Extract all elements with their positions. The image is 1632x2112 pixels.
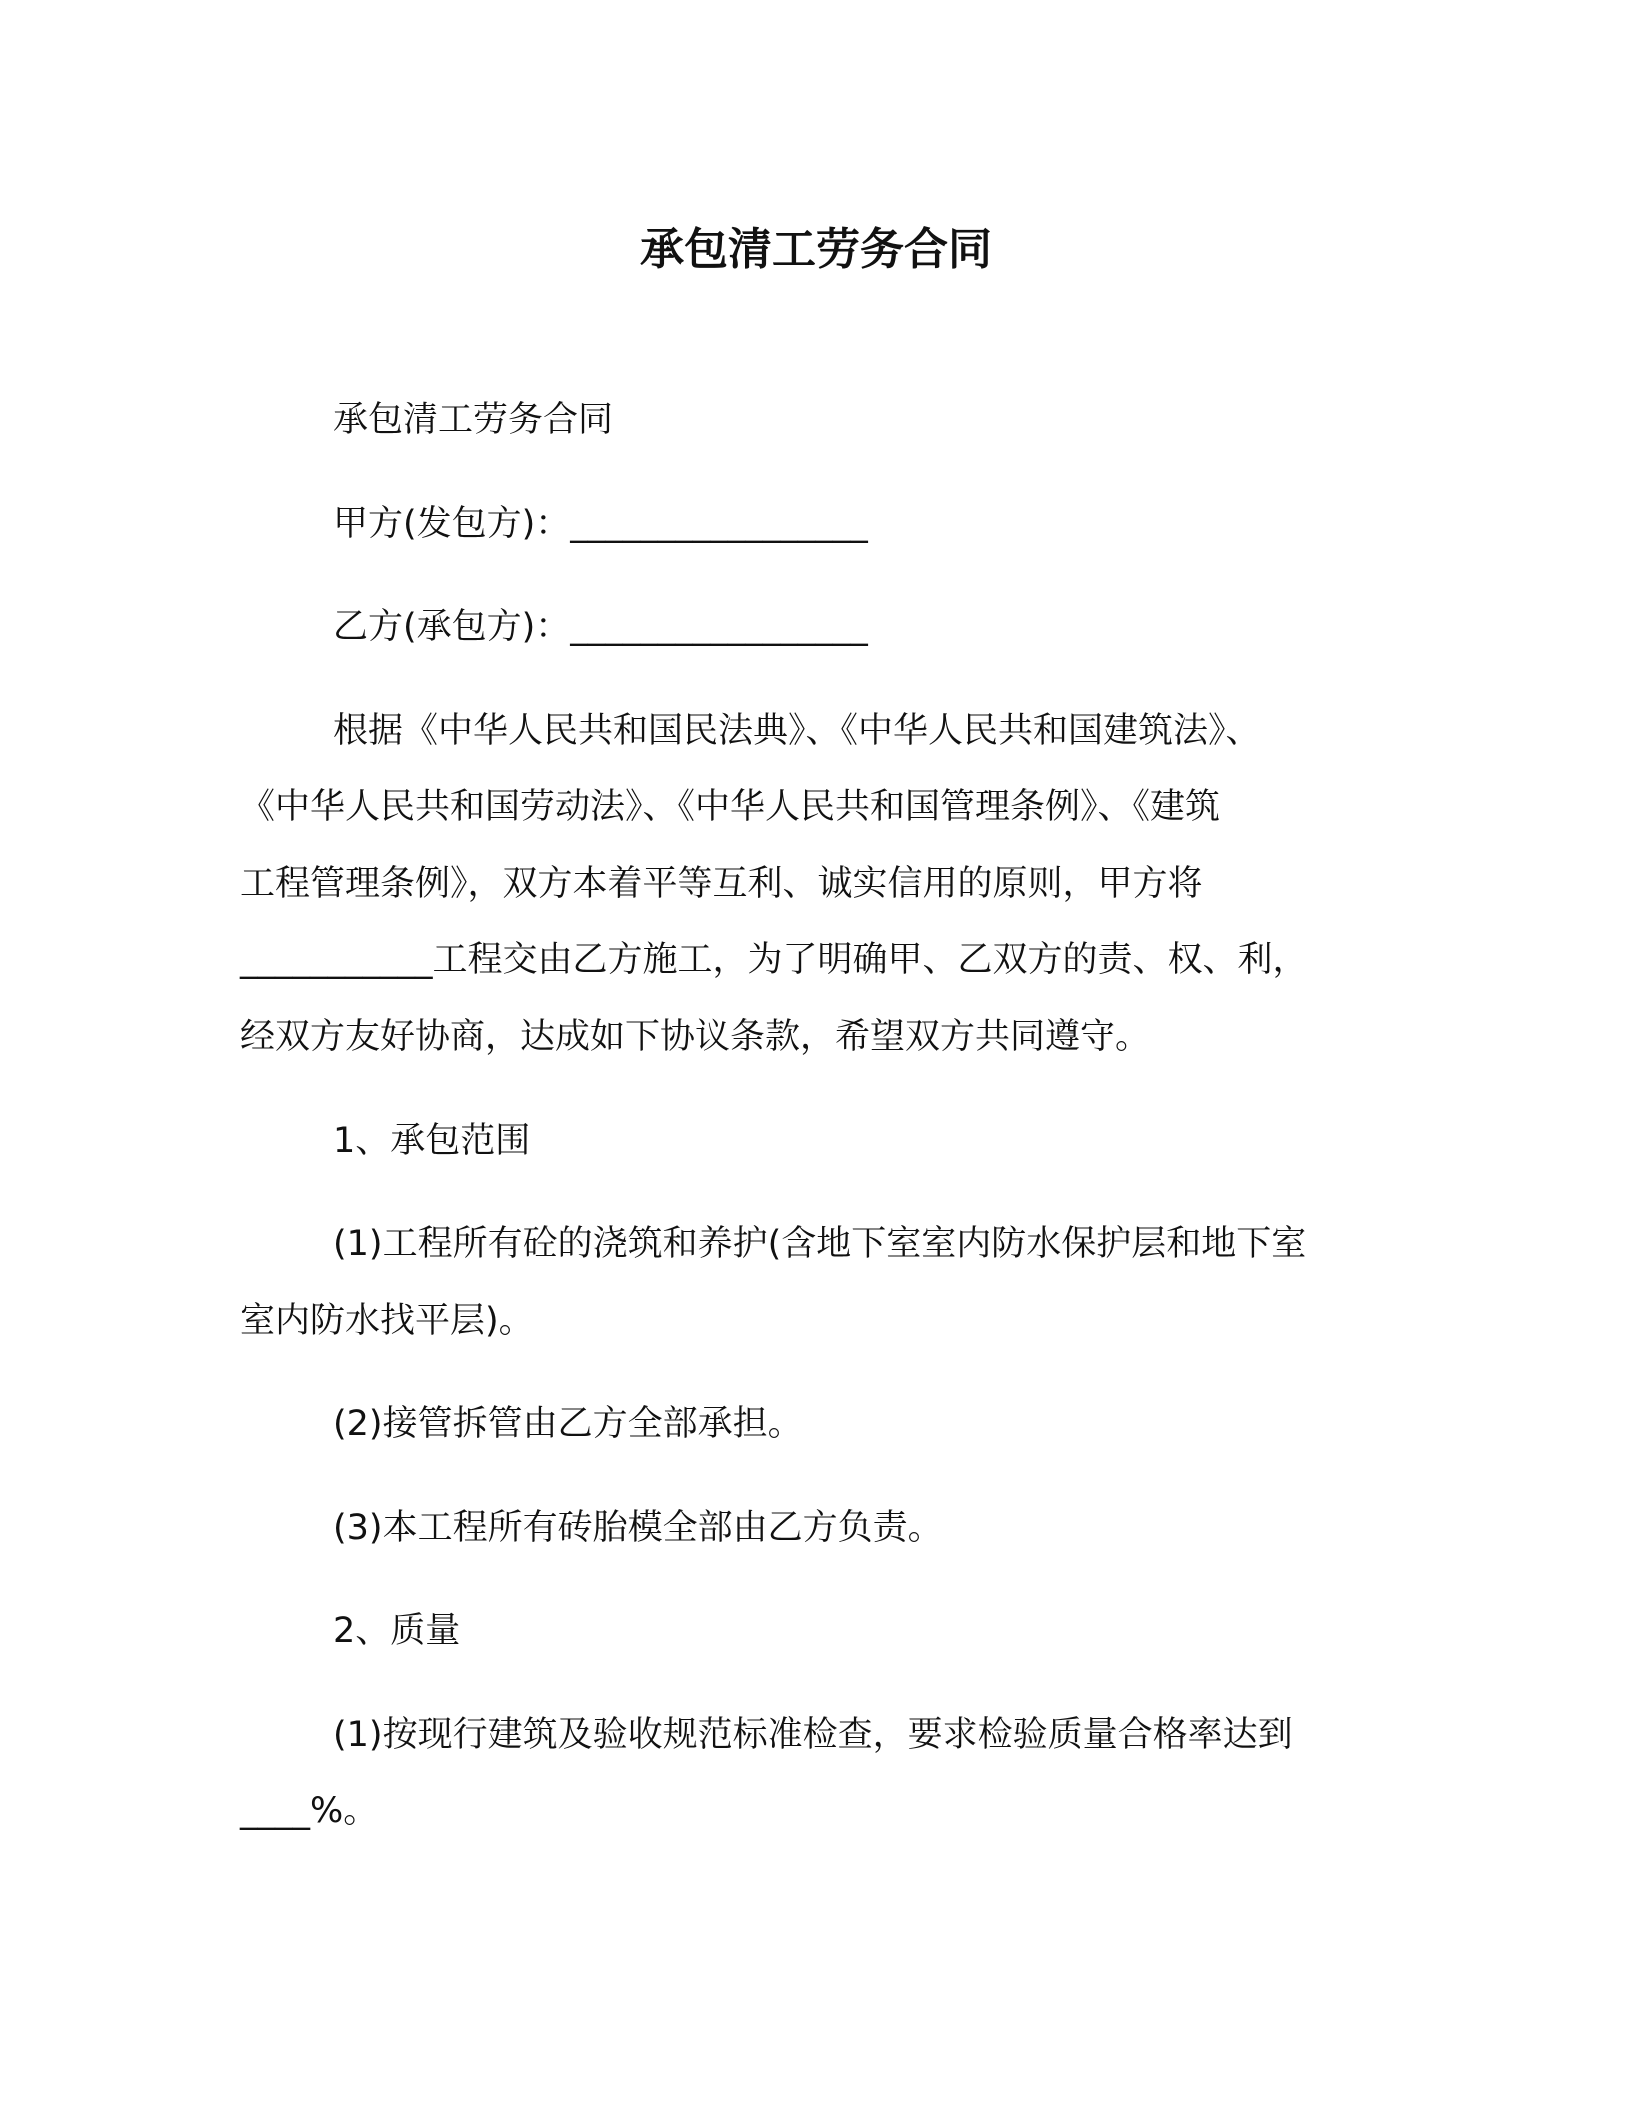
section-1-heading: 1、承包范围	[333, 1121, 531, 1161]
preamble-line: ___________工程交由乙方施工，为了明确甲、乙双方的责、权、利，	[240, 940, 1308, 980]
contract-subtitle: 承包清工劳务合同	[333, 400, 614, 440]
party-a-line: 甲方(发包方)：_________________	[333, 504, 868, 544]
section-2-heading: 2、质量	[333, 1611, 461, 1651]
item-line: ____%。	[240, 1791, 379, 1831]
item-line: (1)按现行建筑及验收规范标准检查，要求检验质量合格率达到	[333, 1715, 1293, 1755]
document-title: 承包清工劳务合同	[640, 224, 992, 275]
item-line: 室内防水找平层)。	[240, 1301, 534, 1341]
preamble-line: 工程管理条例》，双方本着平等互利、诚实信用的原则，甲方将	[240, 864, 1203, 904]
section-1-item-2: (2)接管拆管由乙方全部承担。	[333, 1404, 803, 1444]
section-1-item-3: (3)本工程所有砖胎模全部由乙方负责。	[333, 1508, 943, 1548]
item-line: (1)工程所有砼的浇筑和养护(含地下室室内防水保护层和地下室	[333, 1224, 1307, 1264]
preamble-line: 根据《中华人民共和国民法典》、《中华人民共和国建筑法》、	[333, 711, 1261, 751]
preamble-line: 《中华人民共和国劳动法》、《中华人民共和国管理条例》、《建筑	[240, 787, 1221, 827]
party-b-line: 乙方(承包方)：_________________	[333, 607, 868, 647]
preamble-line: 经双方友好协商，达成如下协议条款，希望双方共同遵守。	[240, 1017, 1151, 1057]
